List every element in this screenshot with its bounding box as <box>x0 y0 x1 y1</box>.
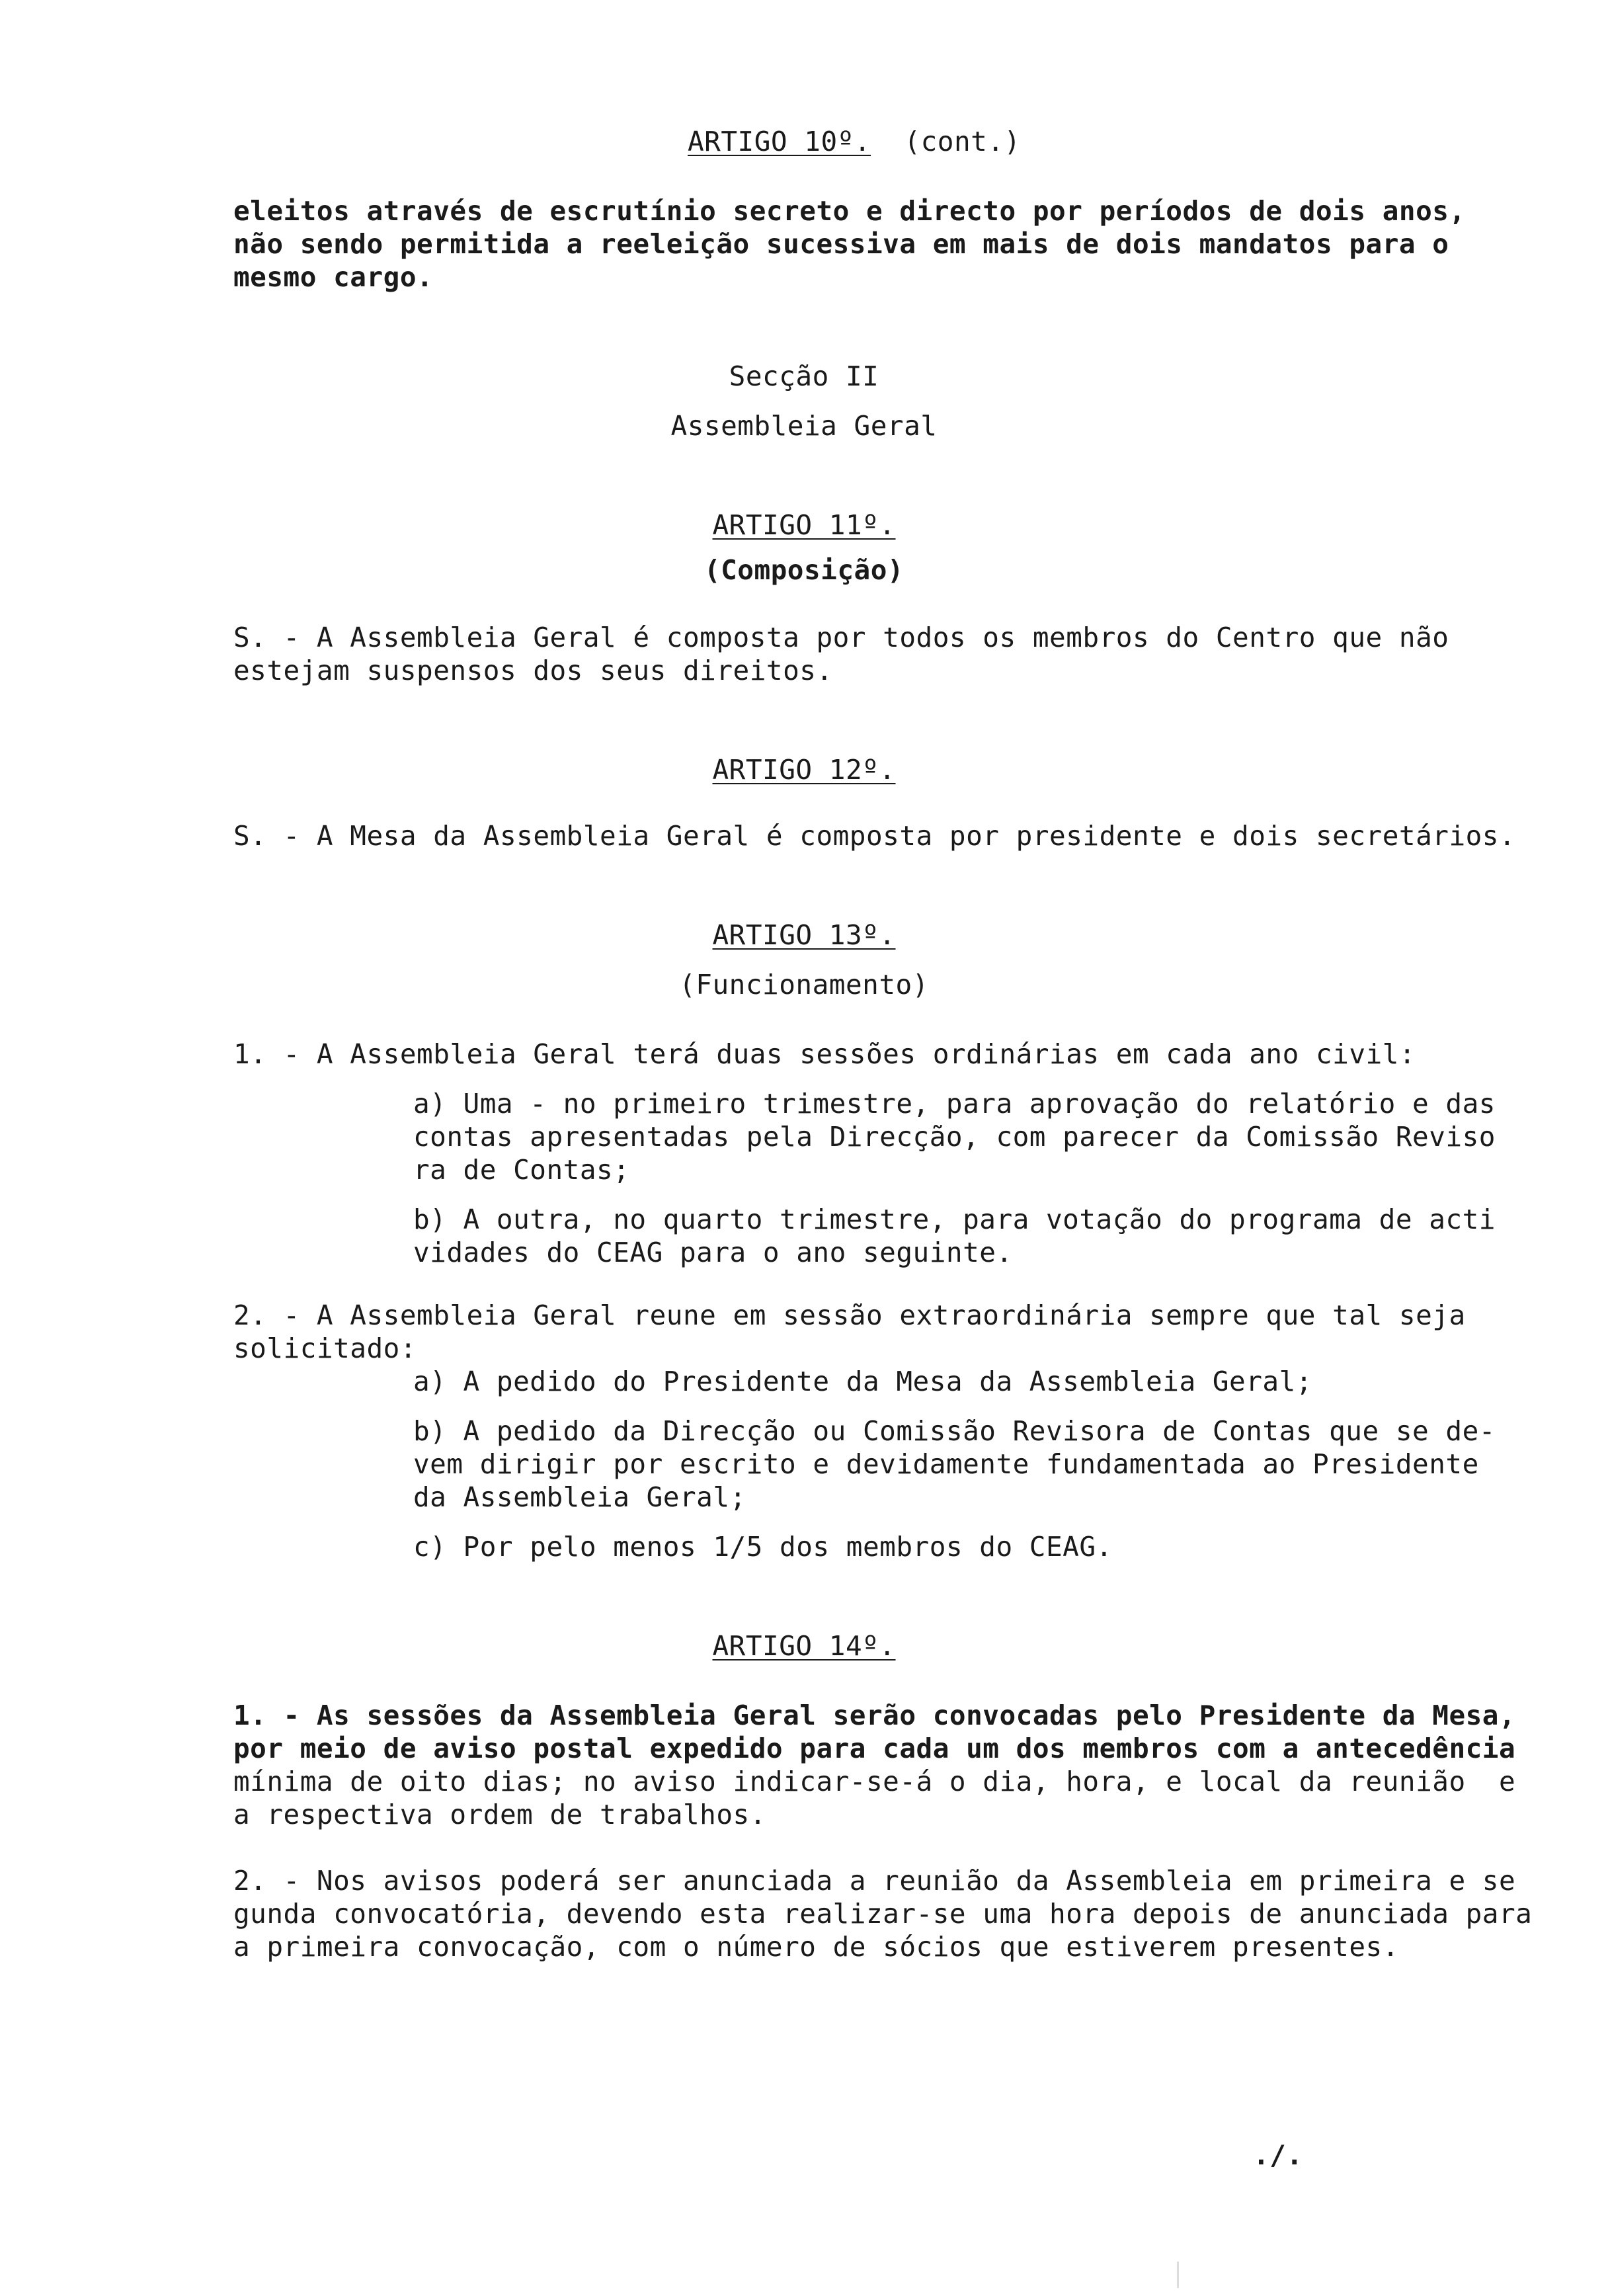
article-13-paragraph-2-line-1: 2. - A Assembleia Geral reune em sessão extraordinária sempre que tal seja <box>233 1299 1466 1331</box>
article-13-paragraph-2-line-2: solicitado: <box>233 1332 417 1364</box>
article-13-title: ARTIGO 13º. <box>712 919 896 951</box>
section-number: Secção II <box>729 360 879 392</box>
article-14-paragraph-1-line-4: a respectiva ordem de trabalhos. <box>233 1799 766 1830</box>
article-11-heading <box>0 509 1608 541</box>
article-13-item-1a-line-2: contas apresentadas pela Direcção, com parecer da Comissão Reviso <box>413 1121 1496 1153</box>
article-13-item-2b-line-2: vem dirigir por escrito e devidamente fundamentada ao Presidente <box>413 1448 1479 1480</box>
article-12-title: ARTIGO 12º. <box>712 754 896 786</box>
article-11-line-1: S. - A Assembleia Geral é composta por todos os membros do Centro que não <box>233 622 1449 653</box>
article-13-item-2a: a) A pedido do Presidente da Mesa da Assembleia Geral; <box>413 1366 1312 1397</box>
section-title: Assembleia Geral <box>670 410 938 442</box>
article-10-heading <box>688 126 1021 157</box>
article-14-paragraph-2-line-2: gunda convocatória, devendo esta realizar-se uma hora depois de anunciada para <box>233 1898 1533 1930</box>
article-12-line-1: S. - A Mesa da Assembleia Geral é composta por presidente e dois secretários. <box>233 820 1516 852</box>
intro-line-3: mesmo cargo. <box>233 261 434 293</box>
article-13-item-1b-line-2: vidades do CEAG para o ano seguinte. <box>413 1237 1013 1268</box>
article-12-heading <box>0 754 1608 786</box>
article-13-subtitle: (Funcionamento) <box>679 969 929 1001</box>
article-13-item-1a-line-3: ra de Contas; <box>413 1154 630 1186</box>
article-11-subtitle: (Composição) <box>704 554 904 586</box>
article-11-title: ARTIGO 11º. <box>712 509 896 541</box>
article-14-paragraph-1-line-3: mínima de oito dias; no aviso indicar-se-á o dia, hora, e local da reunião e <box>233 1766 1516 1797</box>
article-10-cont: (cont.) <box>904 126 1021 157</box>
article-10-title: ARTIGO 10º. <box>688 126 871 157</box>
article-13-item-1a-line-1: a) Uma - no primeiro trimestre, para aprovação do relatório e das <box>413 1088 1496 1120</box>
article-14-heading <box>0 1630 1608 1662</box>
article-13-item-2b-line-3: da Assembleia Geral; <box>413 1481 746 1513</box>
article-13-heading <box>0 919 1608 951</box>
article-13-item-1b-line-1: b) A outra, no quarto trimestre, para votação do programa de acti <box>413 1204 1496 1235</box>
article-11-line-2: estejam suspensos dos seus direitos. <box>233 655 833 686</box>
article-13-paragraph-1: 1. - A Assembleia Geral terá duas sessões ordinárias em cada ano civil: <box>233 1038 1416 1070</box>
article-14-paragraph-2-line-3: a primeira convocação, com o número de sócios que estiverem presentes. <box>233 1931 1399 1963</box>
article-14-paragraph-2-line-1: 2. - Nos avisos poderá ser anunciada a reunião da Assembleia em primeira e se <box>233 1865 1516 1897</box>
article-14-title: ARTIGO 14º. <box>712 1630 896 1662</box>
intro-line-1: eleitos através de escrutínio secreto e directo por períodos de dois anos, <box>233 195 1466 227</box>
article-14-paragraph-1-line-2: por meio de aviso postal expedido para cada um dos membros com a antecedência <box>233 1733 1516 1764</box>
continuation-mark: ./. <box>1253 2139 1303 2171</box>
article-14-paragraph-1-line-1: 1. - As sessões da Assembleia Geral serão convocadas pelo Presidente da Mesa, <box>233 1700 1516 1731</box>
intro-line-2: não sendo permitida a reeleição sucessiva em mais de dois mandatos para o <box>233 228 1449 260</box>
article-13-item-2c: c) Por pelo menos 1/5 dos membros do CEAG. <box>413 1531 1113 1563</box>
article-13-item-2b-line-1: b) A pedido da Direcção ou Comissão Revisora de Contas que se de- <box>413 1415 1496 1447</box>
scan-artifact <box>1177 2262 1179 2288</box>
